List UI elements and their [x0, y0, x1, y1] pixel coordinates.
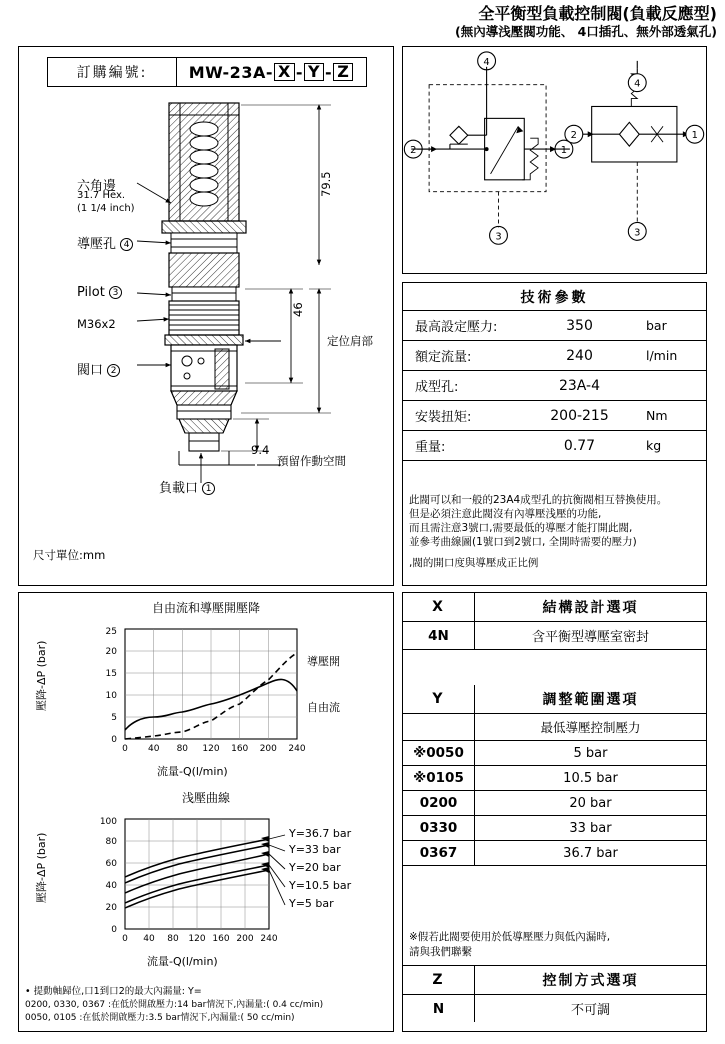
- pilot-label: Pilot 3: [77, 285, 122, 300]
- symbol-port-2-right: 2: [570, 130, 577, 142]
- svg-text:40: 40: [105, 881, 117, 891]
- svg-text:160: 160: [212, 934, 230, 944]
- dim-small: 9.4: [251, 443, 270, 457]
- option-codes-panel: [402, 592, 707, 1032]
- svg-text:20: 20: [105, 647, 117, 657]
- option-y-note: [403, 926, 706, 963]
- option-y-row-desc: 20 bar: [569, 795, 612, 811]
- specs-table: [403, 311, 706, 461]
- spec-note-2: 但是必須注意此閥沒有內導壓浅壓的功能,: [409, 507, 602, 520]
- option-z-row-code: N: [403, 995, 475, 1022]
- port-2-circle: 2: [107, 364, 120, 377]
- reserved-space-label: 預留作動空間: [277, 454, 346, 468]
- option-block-x: [403, 593, 706, 650]
- chart2-series-5-label: Y=5 bar: [289, 897, 334, 910]
- symbol-port-4-left: 4: [483, 56, 490, 68]
- svg-text:200: 200: [236, 934, 254, 944]
- option-block-y: [403, 685, 706, 866]
- valve-port-label: 閥口 2: [77, 359, 120, 378]
- specifications-panel: [402, 282, 707, 586]
- hex-size-label: 31.7 Hex.: [77, 190, 126, 201]
- svg-text:0: 0: [122, 934, 128, 944]
- chart2-ylabel: 壓降-ΔP (bar): [35, 832, 48, 903]
- symbol-diagrams: [403, 47, 706, 273]
- svg-text:200: 200: [259, 744, 277, 754]
- thread-label: M36x2: [77, 317, 116, 331]
- option-y-row-desc: 36.7 bar: [563, 845, 618, 861]
- spec-unit: l/min: [646, 348, 678, 363]
- svg-text:20: 20: [105, 903, 117, 913]
- spec-note-4: 並參考曲線圖(1號口到2號口, 全開時需要的壓力): [409, 535, 637, 548]
- port-1-circle: 1: [202, 482, 215, 495]
- unit-note: 尺寸單位:mm: [33, 548, 106, 562]
- specs-notes: [403, 491, 706, 571]
- spec-note-3: 而且需注意3號口,需要最低的導壓才能打開此閥,: [409, 521, 633, 534]
- chart1-title: 自由流和導壓開壓降: [151, 601, 260, 615]
- svg-text:25: 25: [105, 627, 117, 637]
- option-y-header: [403, 685, 706, 714]
- spec-value: 240: [566, 347, 593, 364]
- option-y-row-desc: 5 bar: [573, 745, 608, 761]
- product-drawing-panel: 訂購編號: MW-23A- X - Y - Z 六角邊 31.7 Hex. (1 1/4 inch) 導壓孔 4 Pilot 3 M36x2 閥口 2 負載口 1 79.5 46 9.4 定位肩部 預留作動空間 尺寸單位:mm: [18, 46, 394, 586]
- performance-charts-panel: [18, 592, 394, 1032]
- spec-value: 23A-4: [558, 377, 601, 394]
- option-y-note-line-1: ※假若此閥要使用於低導壓壓力與低內漏時,: [409, 931, 611, 943]
- svg-text:120: 120: [188, 934, 206, 944]
- option-y-code: Y: [403, 685, 475, 713]
- option-y-title: 調整範圍選項: [542, 692, 639, 708]
- symbol-port-4-right: 4: [634, 78, 641, 90]
- footnote-line-2: 0200, 0330, 0367 :在低於開啟壓力:14 bar情況下,內漏量:( 0.4 cc/min): [25, 999, 324, 1010]
- hex-inch-label: (1 1/4 inch): [77, 203, 135, 214]
- option-y-row-desc: 10.5 bar: [563, 770, 618, 786]
- chart2-series-4-label: Y=10.5 bar: [289, 879, 352, 892]
- table-row: [403, 791, 706, 816]
- chart2-title: 浅壓曲線: [181, 791, 230, 805]
- order-code-y: Y: [304, 63, 324, 82]
- option-y-row-code: ※0050: [403, 741, 475, 765]
- option-y-row-desc: 33 bar: [569, 820, 612, 836]
- symbol-port-1-right: 1: [691, 130, 698, 142]
- spec-name: 重量:: [415, 440, 446, 455]
- table-row: [403, 311, 706, 341]
- chart2-xlabel: 流量-Q(l/min): [147, 955, 218, 968]
- svg-text:160: 160: [231, 744, 249, 754]
- port-3-circle: 3: [109, 286, 122, 299]
- order-code-prefix: MW-23A-: [188, 62, 273, 82]
- option-y-row-code: 0330: [403, 816, 475, 840]
- option-y-subheader: [403, 714, 706, 741]
- option-x-row-code: 4N: [403, 622, 475, 649]
- table-row: [403, 766, 706, 791]
- svg-text:240: 240: [260, 934, 278, 944]
- order-code-dash1: -: [295, 62, 303, 82]
- symbol-port-2-left: 2: [410, 145, 417, 157]
- option-x-code: X: [403, 593, 475, 621]
- chart1-series-free-label: 自由流: [307, 701, 340, 714]
- order-code-label: 訂購編號:: [47, 57, 177, 87]
- table-row: [403, 816, 706, 841]
- option-y-note-line-2: 請與我們聯繫: [409, 945, 472, 958]
- option-z-code: Z: [403, 966, 475, 994]
- spec-note-1: 此閥可以和一般的23A4成型孔的抗衡閥相互替換使用。: [409, 494, 668, 506]
- option-y-sub-blank: [403, 714, 475, 740]
- option-x-header: [403, 593, 706, 622]
- chart2-series-2-label: Y=33 bar: [289, 843, 341, 856]
- specs-title: 技術參數: [403, 283, 706, 311]
- svg-text:120: 120: [202, 744, 220, 754]
- svg-text:80: 80: [176, 744, 189, 754]
- symbol-port-1-left: 1: [560, 145, 568, 157]
- spec-value: 350: [566, 317, 593, 334]
- spec-name: 額定流量:: [415, 350, 472, 365]
- table-row: [403, 371, 706, 401]
- locate-shoulder-label: 定位肩部: [327, 334, 373, 348]
- option-y-row-code: 0367: [403, 841, 475, 865]
- footnote-line-1: • 提動軸歸位,口1到口2的最大內漏量: Y=: [25, 986, 202, 998]
- symbol-port-3-right: 3: [634, 227, 641, 239]
- symbol-port-3-left: 3: [495, 231, 502, 243]
- option-x-row-desc: 含平衡型導壓室密封: [531, 630, 649, 645]
- svg-text:40: 40: [143, 934, 155, 944]
- chart-footnote: [25, 985, 389, 1025]
- spec-unit: bar: [646, 318, 667, 333]
- spec-value: 0.77: [563, 437, 596, 454]
- svg-text:240: 240: [288, 744, 306, 754]
- svg-text:15: 15: [105, 669, 117, 679]
- svg-text:80: 80: [105, 837, 117, 847]
- hydraulic-symbol-panel: [402, 46, 707, 274]
- option-y-subtitle: 最低導壓控制壓力: [540, 720, 641, 735]
- chart1-ylabel: 壓降-ΔP (bar): [35, 640, 48, 711]
- option-y-row-code: ※0105: [403, 766, 475, 790]
- spec-note-5: ,閥的開口度與導壓成正比例: [409, 556, 539, 569]
- svg-text:0: 0: [111, 735, 117, 745]
- table-row: [403, 431, 706, 461]
- option-y-row-code: 0200: [403, 791, 475, 815]
- svg-text:100: 100: [99, 817, 117, 827]
- page-header: [455, 4, 717, 40]
- table-row: [403, 401, 706, 431]
- table-row: [403, 341, 706, 371]
- option-z-header: [403, 966, 706, 995]
- page-subtitle: (無內導浅壓閥功能、 4口插孔、無外部透氣孔): [455, 24, 717, 39]
- spec-unit: kg: [646, 438, 662, 453]
- order-code-x: X: [274, 63, 295, 82]
- option-z-title: 控制方式選項: [542, 973, 639, 989]
- spec-name: 安裝扭矩:: [415, 410, 472, 425]
- spec-name: 最高設定壓力:: [415, 320, 498, 335]
- chart1-series-pilot-label: 導壓開: [307, 655, 340, 668]
- chart1-xlabel: 流量-Q(l/min): [157, 765, 228, 778]
- port-4-circle: 4: [120, 238, 133, 251]
- table-row: [403, 995, 706, 1022]
- svg-text:0: 0: [111, 925, 117, 935]
- page-title: 全平衡型負載控制閥(負載反應型): [478, 4, 717, 23]
- svg-text:60: 60: [105, 859, 117, 869]
- option-z-row-desc: 不可調: [570, 1003, 610, 1018]
- option-x-title: 結構設計選項: [542, 600, 639, 616]
- order-code-value: [177, 57, 367, 87]
- spec-unit: Nm: [646, 408, 668, 423]
- svg-text:80: 80: [167, 934, 179, 944]
- footnote-line-3: 0050, 0105 :在低於開啟壓力:3.5 bar情況下,內漏量:( 50 cc/min): [25, 1012, 295, 1023]
- spec-name: 成型孔:: [415, 380, 459, 395]
- spec-value: 200-215: [550, 407, 609, 424]
- order-code-z: Z: [333, 63, 353, 82]
- chart2-series-1-label: Y=36.7 bar: [289, 827, 352, 840]
- pilot-port-label: 導壓孔 4: [77, 233, 133, 252]
- svg-text:0: 0: [122, 744, 128, 754]
- svg-text:40: 40: [147, 744, 160, 754]
- table-row: [403, 622, 706, 650]
- chart2-series-3-label: Y=20 bar: [289, 861, 341, 874]
- order-code-dash2: -: [325, 62, 333, 82]
- load-port-label: 負載口 1: [159, 477, 215, 496]
- svg-text:10: 10: [105, 691, 117, 701]
- option-block-z: [403, 965, 706, 1022]
- order-code-row: [47, 57, 367, 87]
- table-row: [403, 841, 706, 866]
- table-row: [403, 741, 706, 766]
- svg-text:5: 5: [111, 713, 117, 723]
- hex-label: 六角邊: [77, 179, 117, 194]
